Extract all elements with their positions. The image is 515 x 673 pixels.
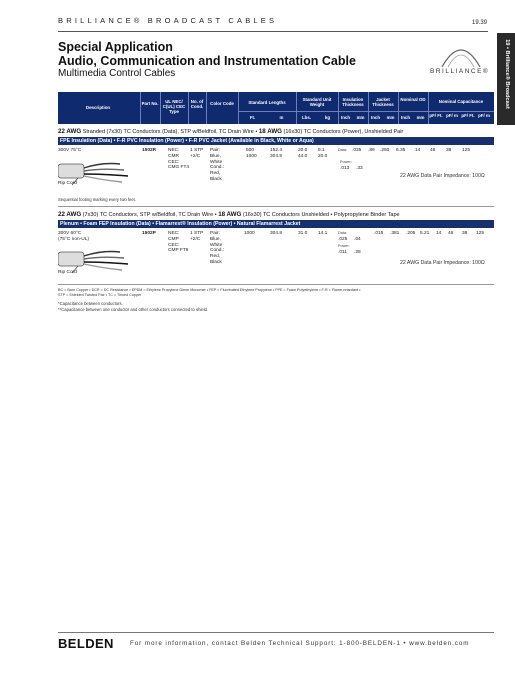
- section2-awg1: 22 AWG: [58, 211, 82, 218]
- section2-title: [58, 211, 400, 218]
- brilliance-logo-text: BRILLIANCE®: [430, 68, 490, 75]
- section1-title-text2: (16x30) TC Conductors (Power), Unshielded Pair: [282, 129, 404, 135]
- col-ins-inch: Inch: [340, 115, 351, 120]
- section1-ft-0: 500: [246, 148, 255, 153]
- col-jacket-mm: mm: [386, 115, 395, 120]
- section2-color-0: Pair:: [210, 231, 220, 236]
- section1-bar: FPE Insulation (Data) • F-R PVC Insulation (Power) • F-R PVC Jacket (Available in Black, White or Aqua): [58, 137, 494, 145]
- section2-jacket-mm: .381: [390, 231, 400, 236]
- section1-color-5: Black: [210, 176, 222, 182]
- section2-ins-inch2: .011: [338, 250, 347, 255]
- section-divider: [58, 284, 494, 285]
- section1-cap1: 38: [446, 148, 452, 153]
- section1-part-no: 1502R: [142, 148, 157, 153]
- section1-color-4: Red,: [210, 171, 221, 177]
- section2-cond-1: +2/C: [190, 236, 201, 242]
- page-title-line2: Audio, Communication and Instrumentation Cable: [58, 54, 356, 68]
- col-m: m: [279, 115, 284, 120]
- col-od-inch: Inch: [400, 115, 411, 120]
- section2-cap3: 38: [462, 231, 468, 236]
- section2-part-no: 1502P: [142, 231, 156, 236]
- section1-impedance: 22 AWG Data Pair Impedance: 100Ω: [400, 173, 485, 179]
- section2-cap2: 46: [448, 231, 454, 236]
- col-jacket-inch: Inch: [370, 115, 381, 120]
- section1-lbs-1: 44.0: [298, 153, 308, 159]
- section2-cap1: 14: [436, 231, 442, 236]
- section1-jacket-inch: .250: [380, 148, 390, 153]
- section-divider: [58, 206, 494, 207]
- section2-cap4: 125: [476, 231, 485, 236]
- section1-lbs-0: 20.0: [298, 148, 308, 153]
- col-ft: Ft.: [249, 115, 256, 120]
- section1-ul-3: CMG FT4: [168, 165, 190, 171]
- section2-cond-0: 1 STP: [190, 231, 204, 236]
- col-od-mm: mm: [416, 115, 425, 120]
- section2-color-3: Cond.:: [210, 248, 225, 254]
- section2-ul-2: CEC:: [168, 242, 180, 248]
- section2-ul-0: NEC:: [168, 231, 180, 236]
- section1-cable-illustration: [58, 158, 138, 193]
- section2-ul: [168, 231, 188, 254]
- section2-m: 304.8: [270, 231, 283, 236]
- section2-ft: 1000: [244, 231, 255, 236]
- col-jacket-thickness: Jacket Thickness: [372, 97, 394, 107]
- section2-ins-mm2: .28: [354, 250, 361, 255]
- section2-kg: 14.1: [318, 231, 328, 236]
- section1-ft-1: 1000: [246, 153, 257, 159]
- section2-color: [210, 231, 224, 266]
- legend-note2: **Capacitance between one conductor and other conductors connected to shield.: [58, 307, 209, 312]
- section2-color-2: White: [210, 242, 223, 248]
- legend-line2: STP = Shielded Twisted Pair • TC = Tinned Copper: [58, 293, 142, 297]
- col-description: Description: [85, 105, 111, 110]
- section1-color-0: Pair:: [210, 148, 220, 153]
- header-divider: [58, 31, 488, 32]
- section2-ins-mm1: .64: [354, 237, 361, 242]
- section1-cond-1: +2/C: [190, 153, 201, 159]
- section1-ft: [246, 148, 257, 160]
- section1-footnote: Sequential footing marking every two feet.: [58, 197, 136, 202]
- legend-line1: BC = Bare Copper • DCR = DC Resistance • EPDM = Ethylene Propylene Diene Monomer • FEP = Fluorinated Ethylene Propylene • FPE = Foam Polyethylene • F-R = Flame-retardant •: [58, 288, 361, 292]
- section2-awg2: 18 AWG: [218, 211, 242, 218]
- col-ul-nec: UL NEC/ C(UL) CEC Type: [162, 99, 186, 114]
- col-nominal-od: Nominal OD: [400, 97, 426, 102]
- section2-color-1: Blue,: [210, 236, 221, 242]
- page-subtitle: Multimedia Control Cables: [58, 68, 176, 79]
- col-lbs: Lbs.: [301, 115, 312, 120]
- section1-title-text1: Stranded (7x30) TC Conductors (Data), STP w/Beldfoil, TC Drain Wire •: [81, 129, 259, 135]
- side-tab-label: 19 • Brilliance® Broadcast: [504, 39, 510, 109]
- col-color-code: Color Code: [210, 101, 234, 106]
- col-nominal-capacitance: Nominal Capacitance: [438, 99, 484, 104]
- brilliance-logo-mark: [432, 39, 490, 69]
- section1-color: [210, 148, 224, 183]
- section1-ins-inch2: .013: [340, 166, 350, 171]
- section1-awg1: 22 AWG: [58, 128, 82, 135]
- section1-jacket-mm: 6.35: [396, 148, 406, 153]
- col-ins-mm: mm: [356, 115, 365, 120]
- section2-od-mm: 5.21: [420, 231, 430, 236]
- section1-ul-0: NEC:: [168, 148, 180, 153]
- section2-ins-label1: Data:: [338, 231, 348, 235]
- section1-ins-inch1: .035: [352, 148, 362, 153]
- section1-cap2: 125: [462, 148, 471, 153]
- footer-contact: For more information, contact Belden Technical Support: 1-800-BELDEN-1 • www.belden.com: [130, 640, 470, 647]
- section1-cond: [190, 148, 203, 160]
- section2-color-4: Red,: [210, 254, 221, 260]
- section2-temp: 300V 60°C: [58, 231, 82, 236]
- section1-lbs: [298, 148, 307, 160]
- section1-rip-cord: Rip Cord: [58, 181, 77, 186]
- section2-bar: Plenum • Foam FEP Insulation (Data) • Flamarrest® Insulation (Power) • Natural Flamarrest Jacket: [58, 220, 494, 228]
- section2-title-text1: (7x30) TC Conductors, STP w/Beldfoil, TC Drain Wire •: [81, 212, 219, 218]
- section2-title-text2: (16x30) TC Conductors Unshielded • Polypropylene Binder Tape: [241, 212, 400, 218]
- section1-od-inch: 14: [415, 148, 421, 153]
- section1-kg: [318, 148, 327, 160]
- section1-color-2: White: [210, 159, 223, 165]
- col-kg: kg: [324, 115, 331, 120]
- col-cap-unit-3: pF/ Ft.: [461, 113, 475, 118]
- footer-divider: [58, 632, 494, 633]
- col-cap-unit-1: pF/ Ft.: [429, 113, 443, 118]
- section1-ins-mm2: .33: [356, 166, 363, 171]
- section2-jacket-inch: .015: [374, 231, 384, 236]
- section1-kg-1: 20.0: [318, 153, 328, 159]
- section2-temp2: (75°C non-UL): [58, 237, 89, 242]
- col-unit-weight: Standard Unit Weight: [302, 97, 332, 107]
- section2-ins-label2: Power:: [338, 244, 350, 248]
- section1-ins-label2: Power:: [340, 160, 352, 164]
- col-cap-unit-4: pF/ m: [478, 113, 490, 118]
- section1-ul: [168, 148, 189, 171]
- section1-m-1: 304.8: [270, 153, 283, 159]
- section1-m-0: 152.4: [270, 148, 283, 153]
- section1-od-mm: 46: [430, 148, 436, 153]
- section1-temp: 300V 75°C: [58, 148, 82, 153]
- page-title-line1: Special Application: [58, 40, 173, 54]
- col-cap-unit-2: pF/ m: [446, 113, 458, 118]
- section1-ins-mm1: .89: [368, 148, 375, 153]
- series-header: BRILLIANCE® BROADCAST CABLES: [58, 16, 278, 25]
- section1-ul-1: CMR: [168, 153, 179, 159]
- page-number: 19.39: [471, 20, 487, 26]
- section1-color-3: Cond.:: [210, 165, 225, 171]
- legend-note1: *Capacitance between conductors.: [58, 301, 123, 306]
- section1-ins-label1: Data:: [338, 148, 348, 152]
- col-insulation-thickness: Insulation Thickness: [342, 97, 364, 107]
- section2-lbs: 31.0: [298, 231, 308, 236]
- section2-impedance: 22 AWG Data Pair Impedance: 100Ω: [400, 260, 485, 266]
- section1-color-1: Blue,: [210, 153, 221, 159]
- col-no-of-cond: No. of Cond.: [190, 99, 204, 109]
- section1-ul-2: CEC:: [168, 159, 180, 165]
- section2-ul-1: CMP: [168, 236, 179, 242]
- section2-ins-inch1: .025: [338, 237, 348, 242]
- section2-color-5: Black: [210, 259, 222, 265]
- side-tab: [497, 33, 515, 125]
- col-part-no: Part No.: [141, 101, 159, 106]
- section1-awg2: 18 AWG: [258, 128, 282, 135]
- section1-kg-0: 9.1: [318, 148, 325, 153]
- section1-cond-0: 1 STP: [190, 148, 204, 153]
- table-header: [58, 92, 494, 124]
- section1-title: [58, 128, 403, 135]
- section1-m: [270, 148, 282, 160]
- section2-cond: [190, 231, 203, 243]
- section2-od-inch: .205: [406, 231, 416, 236]
- belden-logo: BELDEN: [58, 636, 114, 651]
- section2-rip-cord: Rip Cord: [58, 270, 77, 275]
- col-standard-lengths: Standard Lengths: [248, 100, 286, 105]
- section2-ul-3: CMP FT6: [168, 248, 189, 254]
